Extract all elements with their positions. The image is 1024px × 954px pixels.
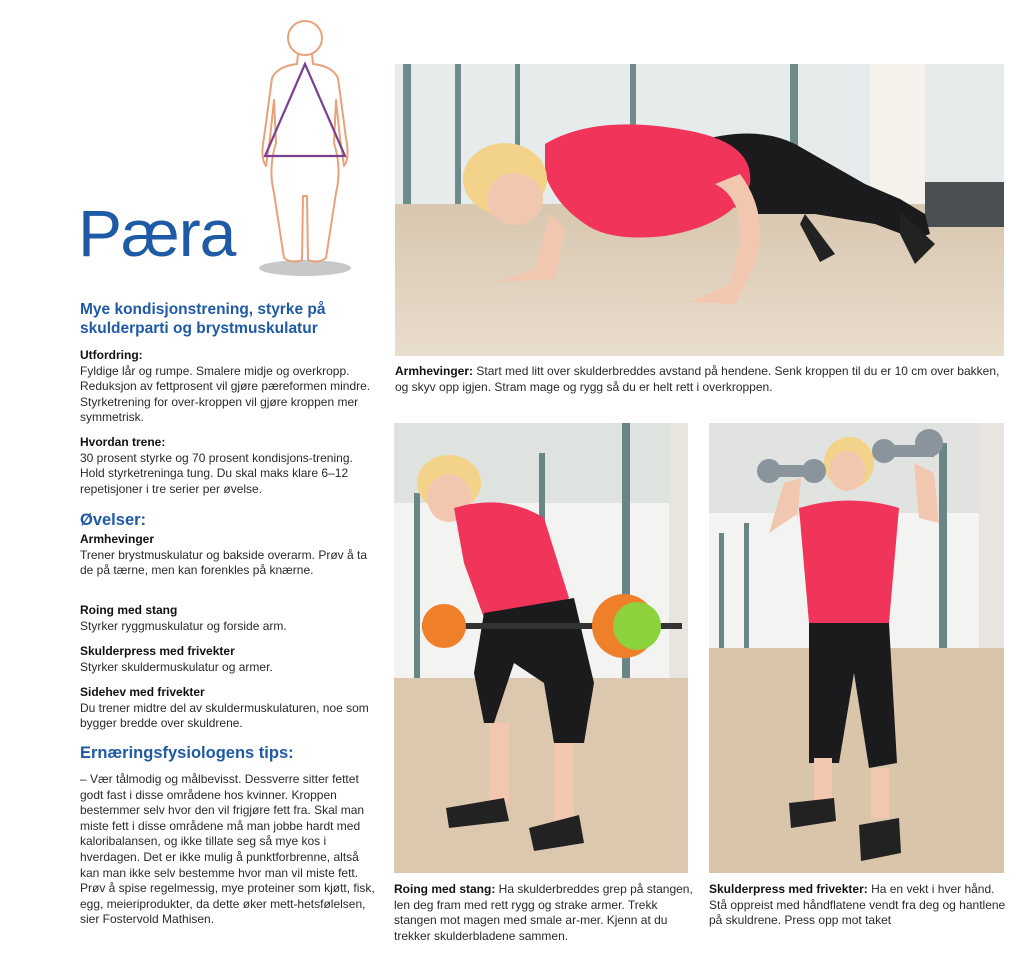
challenge-section [80,348,375,426]
exercise-name: Armhevinger [80,532,155,546]
caption-label: Skulderpress med frivekter: [709,882,868,896]
exercise-text: Du trener midtre del av skuldermuskulaturen, noe som bygger bredde over skuldrene. [80,700,369,731]
challenge-text: Fyldige lår og rumpe. Smalere midje og overkropp. Reduksjon av fettprosent vil gjøre pæreformen mindre. Styrketrening for over-kroppen vil gjøre kroppen mer symmetrisk. [80,363,371,425]
tips-heading: Ernæringsfysiologens tips: [80,744,294,762]
pushup-caption [395,364,1010,395]
exercise-name: Sidehev med frivekter [80,685,205,699]
shoulder-press-photo [709,423,1004,873]
exercise-item [80,532,375,579]
exercise-name: Roing med stang [80,603,178,617]
barbell-row-photo [394,423,688,873]
caption-text: Ha en vekt i hver hånd. Stå oppreist med håndflatene vendt fra deg og hantlene på skuldrene. Press opp mot taket [709,882,1006,928]
caption-label: Armhevinger: [395,364,474,378]
exercise-text: Styrker skuldermuskulatur og armer. [80,659,273,674]
exercise-text: Styrker ryggmuskulatur og forside arm. [80,618,287,633]
pushup-photo [395,64,1004,356]
caption-label: Roing med stang: [394,882,496,896]
how-heading: Hvordan trene: [80,435,166,449]
exercise-item [80,603,375,634]
tips-text: – Vær tålmodig og målbevisst. Dessverre sitter fettet godt fast i disse områdene hos kvinner. Kroppen bestemmer selv hvor den vil frigjøre fett fra. Skal man miste fett i disse områdene må man jobbe hardt med kaloribalansen, og ikke tillate seg så mye kos i hverdagen. Det er ikke mulig å punktforbrenne, altså kan man ikke selv bestemme hvor man vil miste fett. Prøv å spise regelmessig, mye proteiner som kjøtt, fisk, egg, meieriprodukter, da dette øker mett-hetsfølelsen, sier Fostervold Mathisen. [80,772,375,927]
exercise-text: Trener brystmuskulatur og bakside overarm. Prøv å ta de på tærne, men kan forenkles på knærne. [80,547,367,578]
press-caption [709,882,1014,929]
caption-text: Ha skulderbreddes grep på stangen, len deg fram med rett rygg og strake armer. Trekk stangen mot magen med smale ar-mer. Kjenn at du trekker skulderbladene sammen. [394,882,693,943]
challenge-heading: Utfordring: [80,348,143,362]
exercises-heading: Øvelser: [80,511,147,529]
row-caption [394,882,699,944]
how-to-train-section [80,435,375,497]
exercise-item [80,685,375,732]
how-text: 30 prosent styrke og 70 prosent kondisjons-trening. Hold styrketreninga tung. Du skal maks klare 6–12 repetisjoner i tre serier per øvelse. [80,450,353,496]
exercise-name: Skulderpress med frivekter [80,644,235,658]
caption-text: Start med litt over skulderbreddes avstand på hendene. Senk kroppen til du er 10 cm over bakken, og skyv opp igjen. Stram mage og rygg så du er helt rett i overkroppen. [395,364,1000,394]
subtitle: Mye kondisjonstrening, styrke på skulderparti og brystmuskulatur [80,301,326,337]
page-title: Pæra [78,196,236,270]
pear-body-shape-illustration [250,18,360,280]
exercise-item [80,644,375,675]
